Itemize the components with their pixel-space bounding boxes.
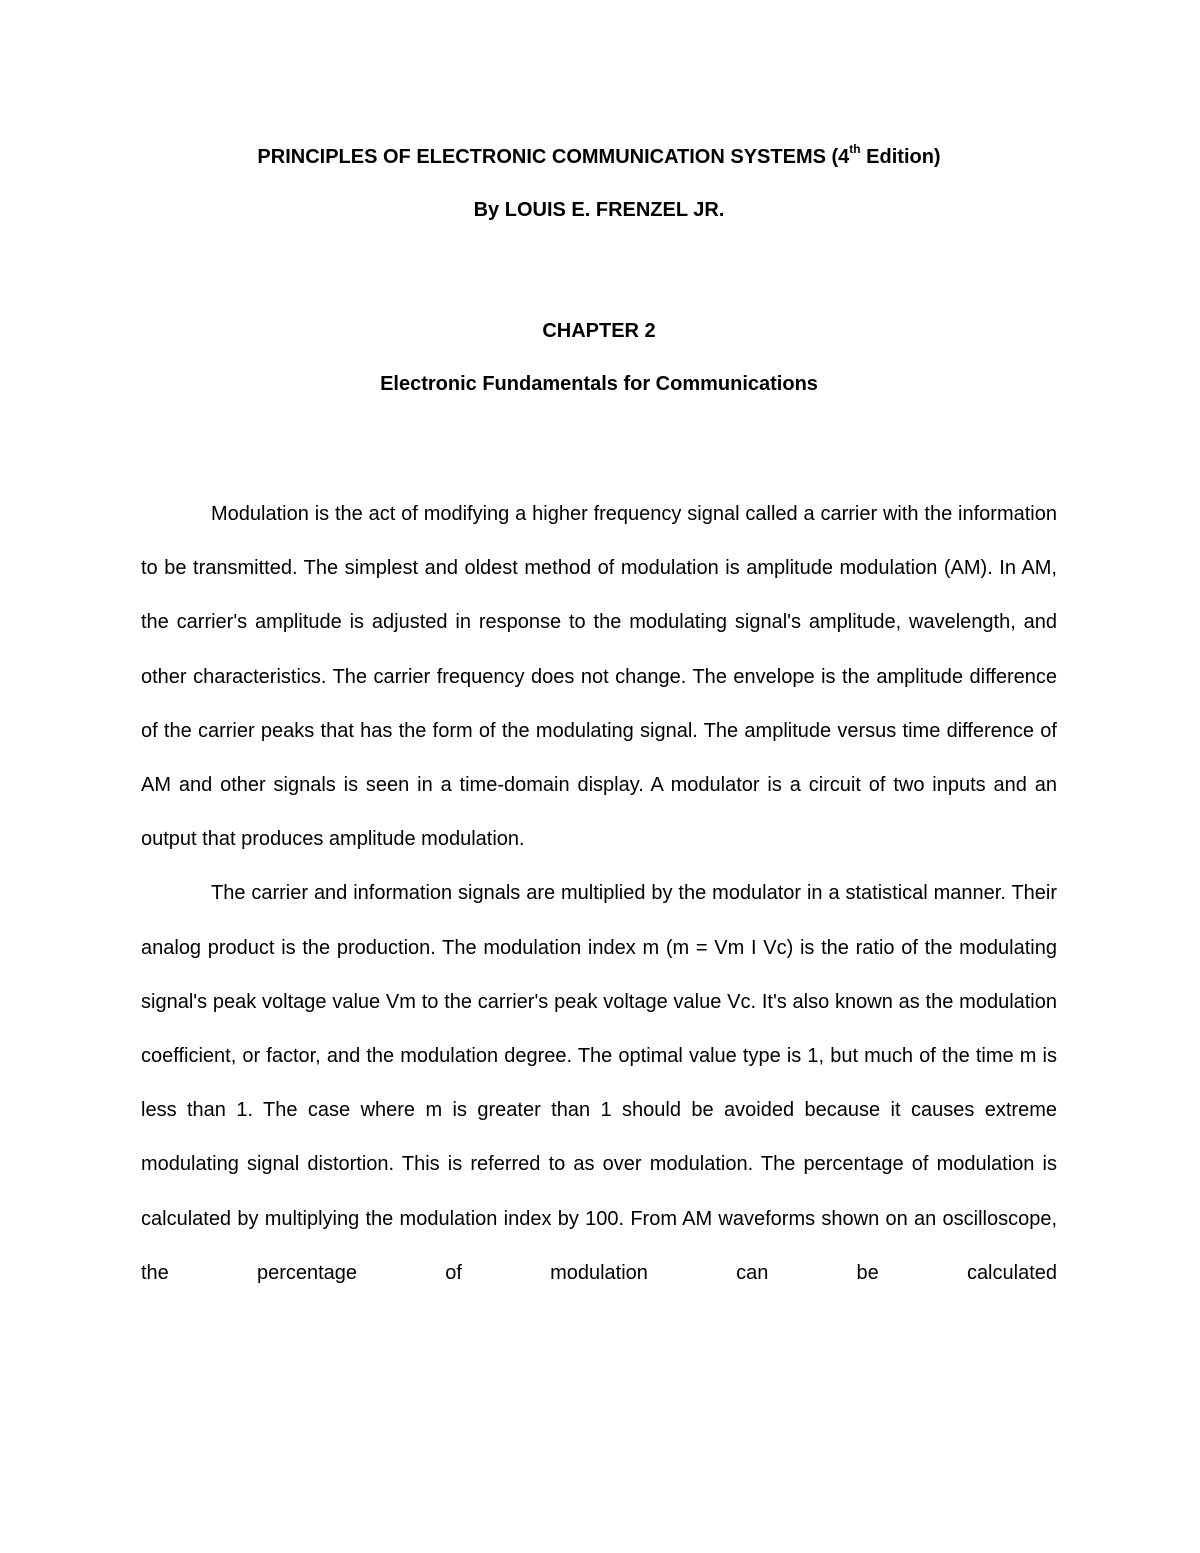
- book-title-suffix: Edition): [860, 146, 941, 168]
- book-title: [141, 137, 1057, 177]
- book-title-main: PRINCIPLES OF ELECTRONIC COMMUNICATION SYSTEMS (4: [257, 146, 850, 168]
- chapter-heading: CHAPTER 2: [542, 320, 656, 342]
- body-paragraph-2: The carrier and information signals are multiplied by the modulator in a statistical manner. Their analog product is the production. The modulation index m (m = Vm I Vc) is the ratio of the modulating signal's peak voltage value Vm to the carrier's peak voltage value Vc. It's also known as the modulation coefficient, or factor, and the modulation degree. The optimal value type is 1, but much of the time m is less than 1. The case where m is greater than 1 should be avoided because it causes extreme modulating signal distortion. This is referred to as over modulation. The percentage of modulation is calculated by multiplying the modulation index by 100. From AM waveforms shown on an oscilloscope, the percentage of modulation can be calculated: [141, 882, 1057, 1284]
- edition-superscript: th: [849, 142, 861, 157]
- author-line: By LOUIS E. FRENZEL JR.: [473, 199, 725, 221]
- page-content: [141, 137, 1057, 1300]
- body-paragraph-1: Modulation is the act of modifying a higher frequency signal called a carrier with the information to be transmitted. The simplest and oldest method of modulation is amplitude modulation (AM). In AM, the carrier's amplitude is adjusted in response to the modulating signal's amplitude, wavelength, and other characteristics. The carrier frequency does not change. The envelope is the amplitude difference of the carrier peaks that has the form of the modulating signal. The amplitude versus time difference of AM and other signals is seen in a time-domain display. A modulator is a circuit of two inputs and an output that produces amplitude modulation.: [141, 503, 1057, 851]
- chapter-title: Electronic Fundamentals for Communications: [380, 373, 818, 395]
